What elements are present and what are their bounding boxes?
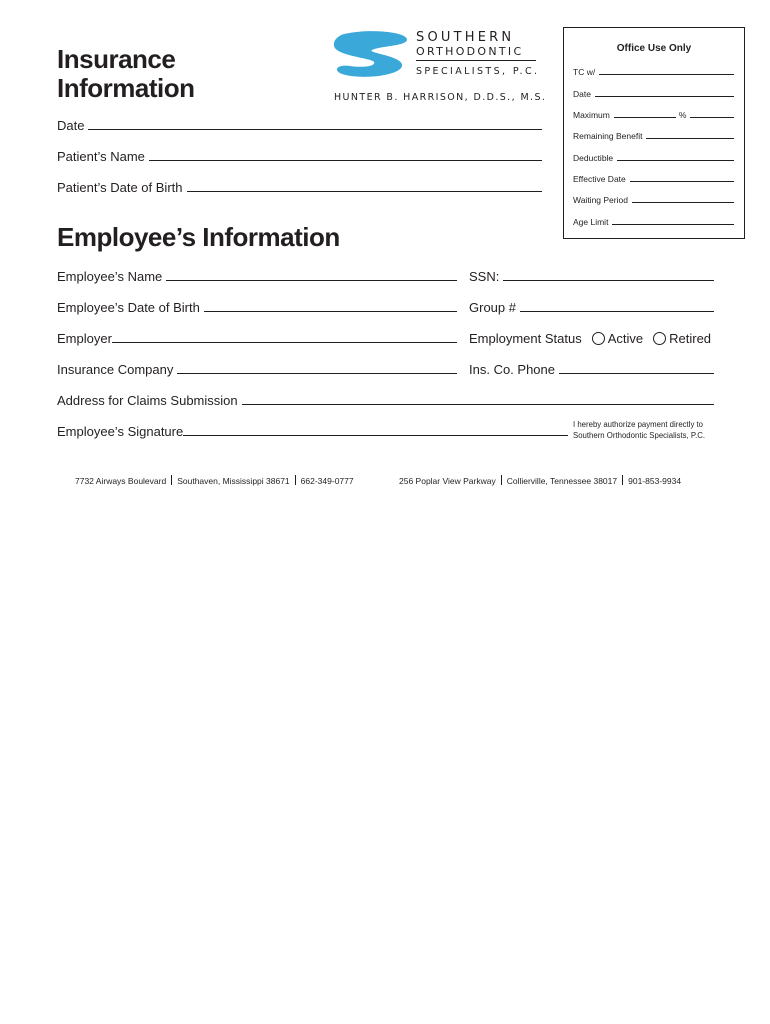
- footer-loc2-street: 256 Poplar View Parkway: [399, 476, 496, 486]
- employee-name-line[interactable]: [166, 279, 457, 281]
- employee-dob-field[interactable]: [57, 300, 457, 315]
- active-label: Active: [607, 331, 644, 346]
- footer-loc1-city: Southaven, Mississippi 38671: [177, 476, 290, 486]
- retired-radio[interactable]: [653, 332, 666, 345]
- page-title-line1: Insurance: [57, 44, 176, 74]
- page-title: [57, 45, 195, 103]
- footer-separator: [501, 475, 502, 485]
- employee-signature-field[interactable]: [57, 424, 568, 439]
- employee-dob-label: Employee’s Date of Birth: [57, 300, 200, 315]
- authorization-line2: Southern Orthodontic Specialists, P.C.: [573, 431, 706, 440]
- office-deductible-line[interactable]: [617, 160, 734, 161]
- insurance-company-field[interactable]: [57, 362, 457, 377]
- patient-name-input-line[interactable]: [149, 159, 542, 161]
- employee-name-field[interactable]: [57, 269, 457, 284]
- patient-dob-label: Patient’s Date of Birth: [57, 180, 183, 195]
- patient-name-label: Patient’s Name: [57, 149, 145, 164]
- office-date-field[interactable]: [573, 89, 734, 99]
- office-maximum-label: Maximum: [573, 110, 610, 120]
- office-maximum-line[interactable]: [614, 117, 676, 118]
- footer-loc2-city: Collierville, Tennessee 38017: [506, 476, 618, 486]
- employee-signature-label: Employee’s Signature: [57, 424, 184, 439]
- logo-text-southern: SOUTHERN: [416, 30, 515, 45]
- authorization-note: [573, 419, 705, 441]
- insurance-company-label: Insurance Company: [57, 362, 174, 377]
- office-use-title: Office Use Only: [616, 43, 692, 54]
- logo-text-orthodontic: ORTHODONTIC: [416, 45, 524, 58]
- date-label: Date: [57, 118, 85, 133]
- office-remaining-field[interactable]: [573, 131, 734, 141]
- patient-dob-field[interactable]: [57, 180, 542, 195]
- patient-dob-input-line[interactable]: [187, 190, 543, 192]
- office-age-field[interactable]: [573, 217, 734, 227]
- office-date-label: Date: [573, 89, 591, 99]
- claims-address-field[interactable]: [57, 393, 714, 408]
- office-percent-line[interactable]: [690, 117, 734, 118]
- claims-address-label: Address for Claims Submission: [57, 393, 238, 408]
- ins-co-phone-field[interactable]: [469, 362, 714, 377]
- logo-divider: [416, 60, 536, 61]
- footer-loc1-street: 7732 Airways Boulevard: [75, 476, 167, 486]
- office-age-label: Age Limit: [573, 217, 609, 227]
- footer-location-southaven: [75, 475, 354, 486]
- ssn-field[interactable]: [469, 269, 714, 284]
- employee-dob-line[interactable]: [204, 310, 457, 312]
- authorization-line1: I hereby authorize payment directly to: [573, 420, 704, 429]
- ins-co-phone-label: Ins. Co. Phone: [469, 362, 555, 377]
- date-field[interactable]: [57, 118, 542, 133]
- footer-location-collierville: [399, 475, 681, 486]
- swoosh-logo-icon: [330, 30, 410, 80]
- employer-line[interactable]: [112, 341, 457, 343]
- office-effective-line[interactable]: [630, 181, 734, 182]
- office-maximum-field[interactable]: [573, 110, 734, 120]
- page-title-line2: Information: [57, 73, 195, 103]
- office-percent-label: %: [678, 110, 687, 120]
- employer-label: Employer: [57, 331, 112, 346]
- active-radio[interactable]: [592, 332, 605, 345]
- office-deductible-field[interactable]: [573, 153, 734, 163]
- office-age-line[interactable]: [612, 224, 734, 225]
- office-waiting-label: Waiting Period: [573, 195, 628, 205]
- employer-field[interactable]: [57, 331, 457, 346]
- office-tc-label: TC w/: [573, 67, 596, 77]
- insurance-company-line[interactable]: [177, 372, 457, 374]
- office-effective-field[interactable]: [573, 174, 734, 184]
- office-waiting-line[interactable]: [632, 202, 734, 203]
- ssn-line[interactable]: [503, 279, 714, 281]
- office-deductible-label: Deductible: [573, 153, 614, 163]
- office-use-box: [563, 27, 745, 239]
- group-line[interactable]: [520, 310, 714, 312]
- group-field[interactable]: [469, 300, 714, 315]
- office-tc-line[interactable]: [599, 74, 734, 75]
- footer-loc1-phone: 662-349-0777: [300, 476, 354, 486]
- ssn-label: SSN:: [469, 269, 500, 284]
- employee-signature-line[interactable]: [183, 434, 568, 436]
- footer-loc2-phone: 901-853-9934: [628, 476, 682, 486]
- patient-name-field[interactable]: [57, 149, 542, 164]
- office-remaining-line[interactable]: [646, 138, 734, 139]
- office-waiting-field[interactable]: [573, 195, 734, 205]
- office-date-line[interactable]: [595, 96, 734, 97]
- retired-label: Retired: [669, 331, 712, 346]
- office-remaining-label: Remaining Benefit: [573, 131, 643, 141]
- claims-address-line[interactable]: [242, 403, 714, 405]
- footer-separator: [622, 475, 623, 485]
- date-input-line[interactable]: [88, 128, 542, 130]
- employment-status-label: Employment Status: [469, 331, 582, 346]
- employee-section-title: Employee’s Information: [57, 222, 340, 252]
- logo-text-specialists: SPECIALISTS, P.C.: [416, 66, 540, 77]
- employee-name-label: Employee’s Name: [57, 269, 163, 284]
- office-effective-label: Effective Date: [573, 174, 626, 184]
- group-label: Group #: [469, 300, 516, 315]
- doctor-name: HUNTER B. HARRISON, D.D.S., M.S.: [334, 92, 547, 103]
- footer-separator: [295, 475, 296, 485]
- footer-separator: [171, 475, 172, 485]
- employment-status-field: [469, 331, 729, 346]
- office-tc-field[interactable]: [573, 67, 734, 77]
- ins-co-phone-line[interactable]: [559, 372, 714, 374]
